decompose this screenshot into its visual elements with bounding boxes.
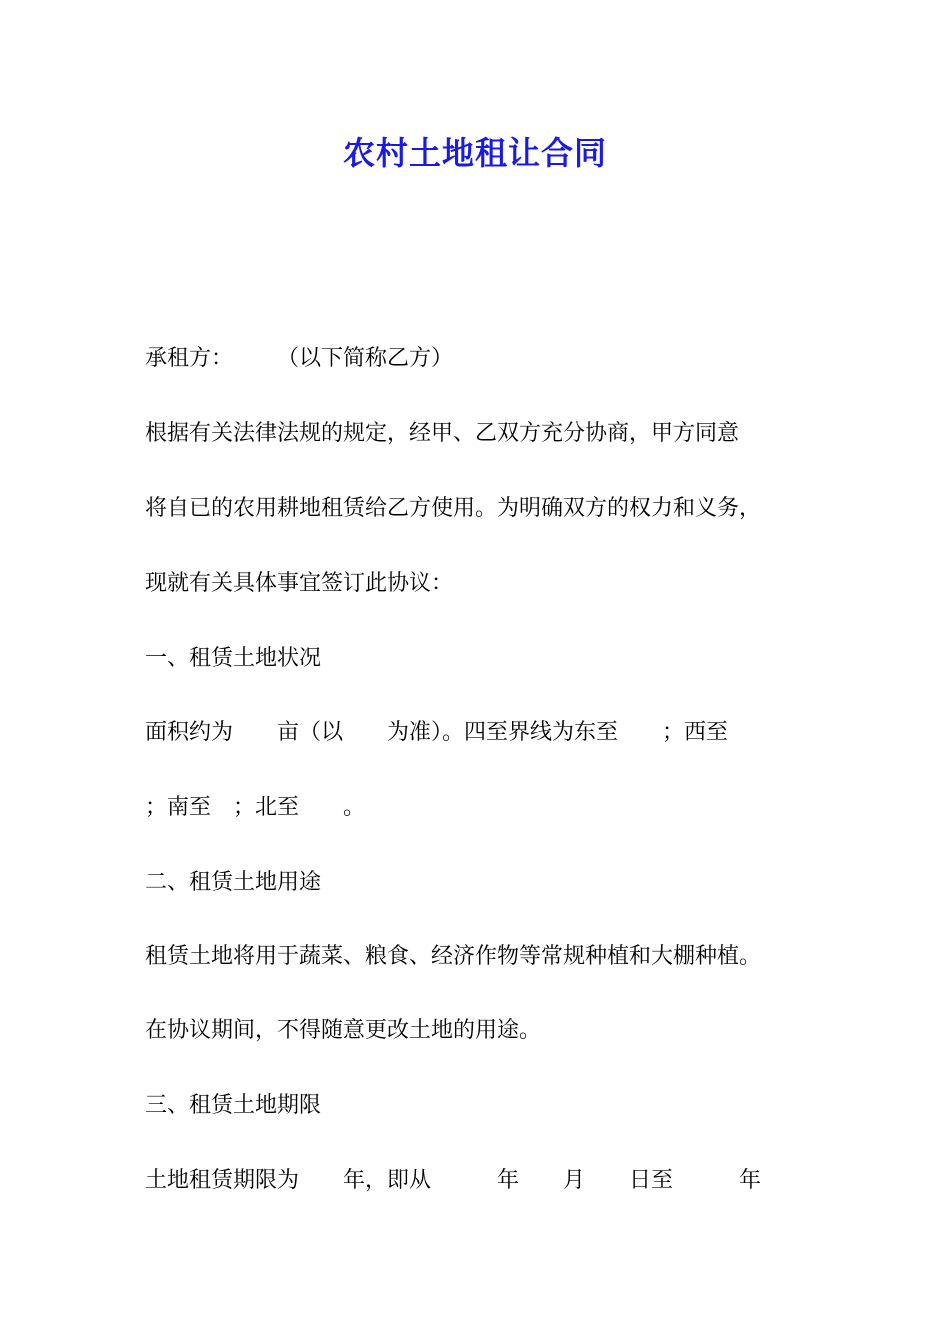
paragraph-line: 根据有关法律法规的规定，经甲、乙双方充分协商，甲方同意	[145, 421, 740, 446]
paragraph-line: 土地租赁期限为 年，即从 年 月 日至 年	[145, 1168, 762, 1193]
paragraph-line: 在协议期间，不得随意更改土地的用途。	[145, 1018, 542, 1043]
paragraph-line: 面积约为 亩（以 为准）。四至界线为东至 ；西至	[145, 720, 729, 745]
section-heading-1: 一、租赁土地状况	[145, 646, 322, 671]
section-heading-2: 二、租赁土地用途	[145, 870, 322, 895]
section-heading-3: 三、租赁土地期限	[145, 1093, 322, 1118]
document-title: 农村土地租让合同	[342, 134, 607, 172]
paragraph-line: 租赁土地将用于蔬菜、粮食、经济作物等常规种植和大棚种植。	[145, 944, 762, 969]
paragraph-line: 现就有关具体事宜签订此协议：	[145, 571, 454, 596]
paragraph-line: ；南至 ；北至 。	[145, 795, 366, 820]
paragraph-line: 将自已的农用耕地租赁给乙方使用。为明确双方的权力和义务，	[145, 496, 762, 521]
lessee-line: 承租方： （以下简称乙方）	[145, 346, 454, 371]
